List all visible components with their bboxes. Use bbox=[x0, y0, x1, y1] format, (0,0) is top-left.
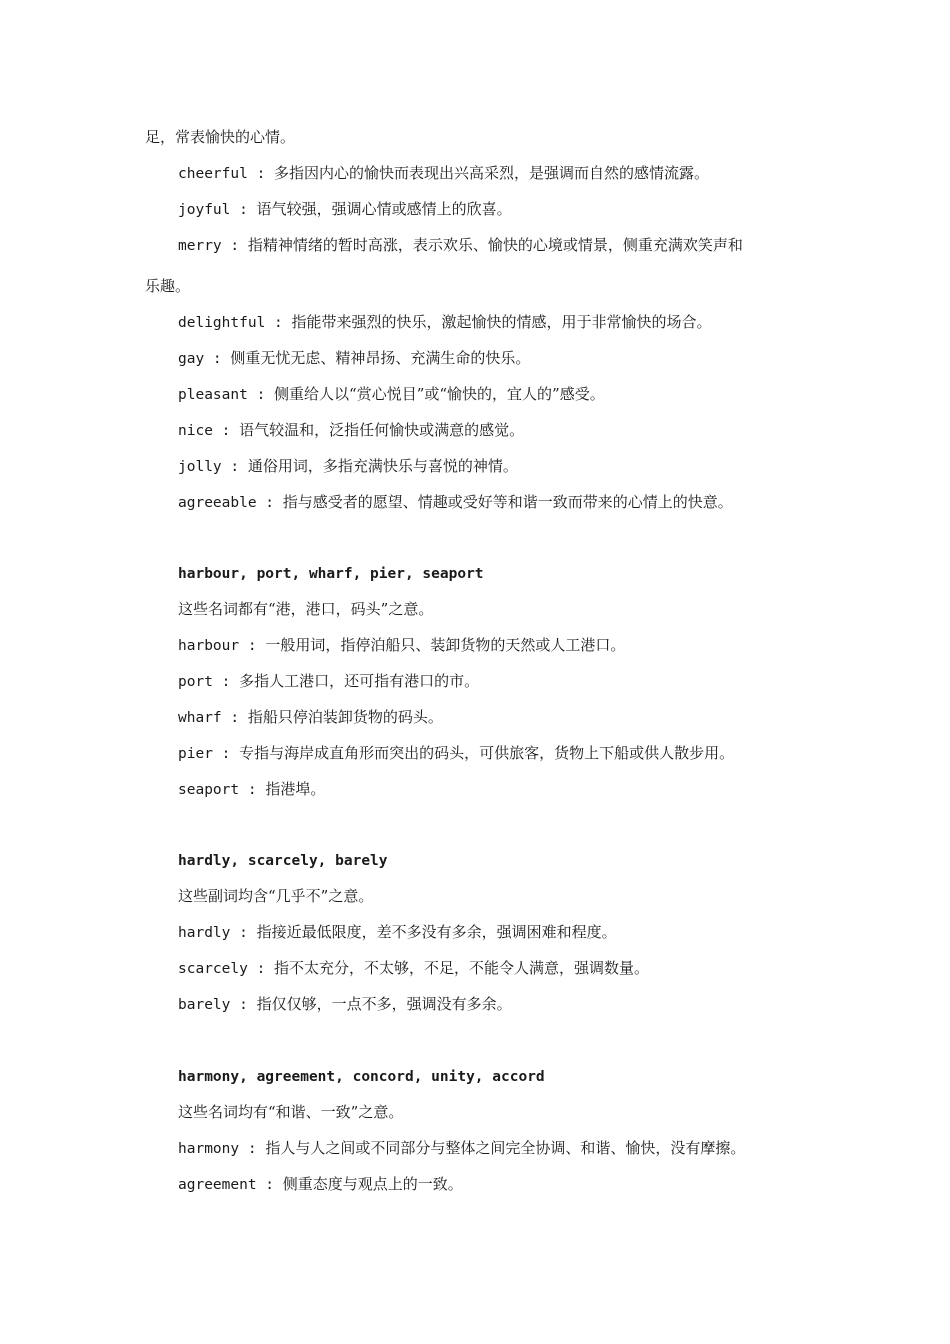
term: agreement bbox=[178, 1177, 257, 1193]
definition-text: 语气较温和，泛指任何愉快或满意的感觉。 bbox=[239, 421, 525, 439]
definition-text: 语气较强，强调心情或感情上的欣喜。 bbox=[256, 200, 512, 218]
separator: : bbox=[247, 961, 275, 977]
definition-pleasant bbox=[178, 384, 605, 405]
section-intro: 这些名词均有“和谐、一致”之意。 bbox=[178, 1103, 404, 1121]
definition-text: 指不太充分，不太够，不足，不能令人满意，强调数量。 bbox=[274, 959, 650, 977]
definition-text: 侧重无忧无虑、精神昂扬、充满生命的快乐。 bbox=[230, 349, 531, 367]
definition-text: 指船只停泊装卸货物的码头。 bbox=[247, 708, 443, 726]
definition-agreeable bbox=[178, 492, 733, 513]
definition-text: 一般用词，指停泊船只、装卸货物的天然或人工港口。 bbox=[265, 636, 626, 654]
definition-scarcely bbox=[178, 958, 649, 979]
term: harbour bbox=[178, 638, 240, 654]
definition-text: 多指人工港口，还可指有港口的市。 bbox=[239, 672, 480, 690]
definition-text: 指人与人之间或不同部分与整体之间完全协调、和谐、愉快，没有摩擦。 bbox=[265, 1139, 746, 1157]
separator: : bbox=[230, 202, 257, 218]
term: cheerful bbox=[178, 166, 248, 182]
separator: : bbox=[230, 997, 257, 1013]
separator: : bbox=[230, 925, 257, 941]
separator: : bbox=[204, 351, 231, 367]
continuation-text: 足，常表愉快的心情。 bbox=[145, 128, 296, 146]
separator: : bbox=[256, 495, 283, 511]
separator: : bbox=[221, 710, 248, 726]
term: scarcely bbox=[178, 961, 248, 977]
separator: : bbox=[247, 166, 275, 182]
term: gay bbox=[178, 351, 205, 367]
separator: : bbox=[239, 782, 266, 798]
separator: : bbox=[221, 459, 248, 475]
term: pleasant bbox=[178, 387, 248, 403]
term: hardly bbox=[178, 925, 231, 941]
term: seaport bbox=[178, 782, 240, 798]
term: harmony bbox=[178, 1141, 240, 1157]
term: pier bbox=[178, 746, 213, 762]
definition-agreement bbox=[178, 1174, 463, 1195]
term: joyful bbox=[178, 202, 231, 218]
continuation-text: 乐趣。 bbox=[145, 277, 191, 295]
definition-text: 侧重态度与观点上的一致。 bbox=[282, 1175, 463, 1193]
term: nice bbox=[178, 423, 213, 439]
definition-gay bbox=[178, 348, 530, 369]
definition-hardly bbox=[178, 922, 617, 943]
definition-text: 专指与海岸成直角形而突出的码头，可供旅客，货物上下船或供人散步用。 bbox=[239, 744, 735, 762]
definition-seaport bbox=[178, 779, 325, 800]
definition-pier bbox=[178, 743, 734, 764]
separator: : bbox=[256, 1177, 283, 1193]
separator: : bbox=[221, 238, 248, 254]
definition-text: 指港埠。 bbox=[265, 780, 326, 798]
definition-text: 指能带来强烈的快乐，激起愉快的情感，用于非常愉快的场合。 bbox=[291, 313, 712, 331]
separator: : bbox=[265, 315, 292, 331]
term: merry bbox=[178, 238, 222, 254]
definition-harbour bbox=[178, 635, 625, 656]
definition-merry bbox=[178, 235, 743, 256]
definition-text: 多指因内心的愉快而表现出兴高采烈，是强调而自然的感情流露。 bbox=[274, 164, 710, 182]
term: delightful bbox=[178, 315, 266, 331]
definition-wharf bbox=[178, 707, 443, 728]
separator: : bbox=[247, 387, 275, 403]
separator: : bbox=[239, 638, 266, 654]
section-heading-hardly: hardly, scarcely, barely bbox=[178, 853, 388, 869]
separator: : bbox=[239, 1141, 266, 1157]
section-heading-harbour: harbour, port, wharf, pier, seaport bbox=[178, 566, 484, 582]
section-intro: 这些副词均含“几乎不”之意。 bbox=[178, 887, 374, 905]
separator: : bbox=[212, 746, 240, 762]
definition-text: 侧重给人以“赏心悦目”或“愉快的，宜人的”感受。 bbox=[274, 385, 605, 403]
definition-delightful bbox=[178, 312, 712, 333]
section-intro: 这些名词都有“港，港口，码头”之意。 bbox=[178, 600, 434, 618]
term: barely bbox=[178, 997, 231, 1013]
separator: : bbox=[212, 423, 240, 439]
definition-jolly bbox=[178, 456, 518, 477]
definition-joyful bbox=[178, 199, 512, 220]
definition-port bbox=[178, 671, 479, 692]
separator: : bbox=[212, 674, 240, 690]
definition-text: 指精神情绪的暂时高涨，表示欢乐、愉快的心境或情景，侧重充满欢笑声和 bbox=[247, 236, 743, 254]
definition-barely bbox=[178, 994, 512, 1015]
definition-cheerful bbox=[178, 163, 709, 184]
definition-text: 通俗用词，多指充满快乐与喜悦的神情。 bbox=[247, 457, 518, 475]
definition-nice bbox=[178, 420, 524, 441]
term: jolly bbox=[178, 459, 222, 475]
section-heading-harmony: harmony, agreement, concord, unity, accord bbox=[178, 1069, 545, 1085]
definition-harmony bbox=[178, 1138, 745, 1159]
definition-text: 指与感受者的愿望、情趣或受好等和谐一致而带来的心情上的快意。 bbox=[282, 493, 733, 511]
definition-text: 指仅仅够，一点不多，强调没有多余。 bbox=[256, 995, 512, 1013]
term: port bbox=[178, 674, 213, 690]
definition-text: 指接近最低限度，差不多没有多余，强调困难和程度。 bbox=[256, 923, 617, 941]
term: wharf bbox=[178, 710, 222, 726]
term: agreeable bbox=[178, 495, 257, 511]
